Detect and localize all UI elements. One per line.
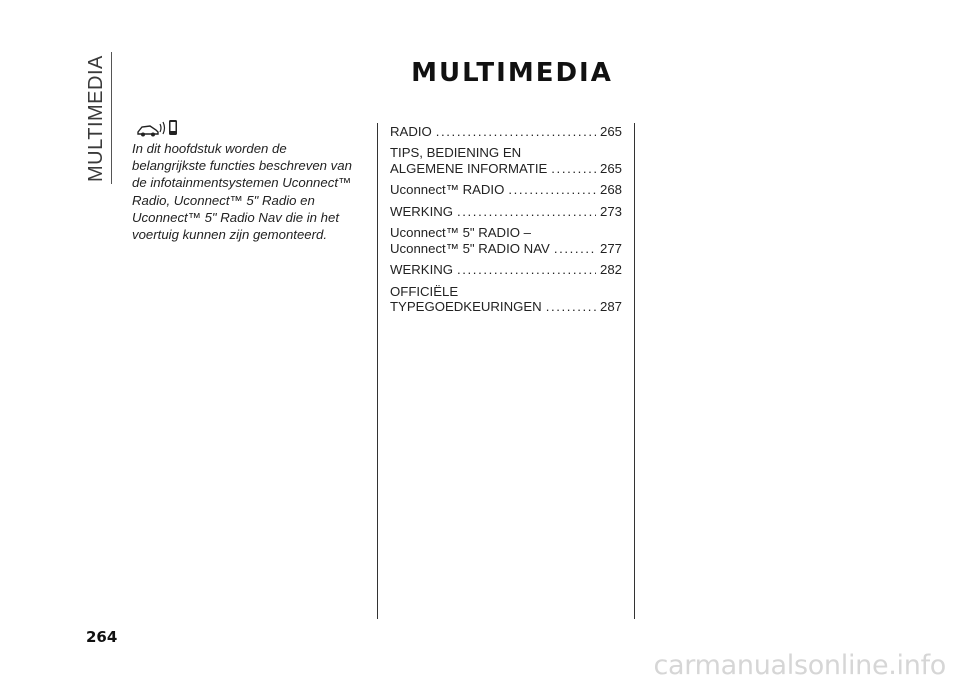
- toc-entry-label: WERKING: [390, 262, 454, 278]
- toc-entry[interactable]: [390, 145, 622, 176]
- toc-entry[interactable]: [390, 204, 622, 220]
- column-divider-left: [377, 123, 378, 619]
- side-tab-label: MULTIMEDIA: [85, 55, 107, 182]
- toc-entry-label-line: TIPS, BEDIENING EN: [390, 145, 522, 161]
- toc-page-number: 282: [599, 262, 622, 278]
- toc-leader-dots: [457, 262, 596, 278]
- column-divider-right: [634, 123, 635, 619]
- toc-leader-dots: [457, 204, 596, 220]
- side-tab-rule: [111, 52, 112, 184]
- toc-entry[interactable]: [390, 284, 622, 315]
- toc-entry[interactable]: [390, 124, 622, 140]
- toc-leader-dots: [508, 182, 596, 198]
- toc-entry[interactable]: [390, 225, 622, 256]
- chapter-title: MULTIMEDIA: [411, 58, 613, 88]
- toc-page-number: 287: [599, 299, 622, 315]
- toc-page-number: 265: [599, 160, 622, 176]
- car-with-phone-icon: [136, 118, 180, 138]
- table-of-contents: [390, 124, 622, 321]
- toc-entry[interactable]: [390, 182, 622, 198]
- toc-entry[interactable]: [390, 262, 622, 278]
- toc-entry-label: Uconnect™ 5" RADIO NAV: [390, 240, 550, 256]
- toc-page-number: 277: [599, 240, 622, 256]
- toc-entry-label-line: OFFICIËLE: [390, 283, 459, 299]
- toc-page-number: 273: [599, 203, 622, 219]
- toc-entry-label: TYPEGOEDKEURINGEN: [390, 299, 542, 315]
- toc-entry-label: Uconnect™ RADIO: [390, 182, 505, 198]
- toc-page-number: 268: [599, 182, 622, 198]
- toc-leader-dots: [436, 124, 596, 140]
- toc-entry-label: RADIO: [390, 124, 432, 139]
- watermark: carmanualsonline.info: [653, 650, 946, 681]
- page-number: 264: [86, 628, 118, 646]
- toc-entry-label: WERKING: [390, 203, 454, 219]
- toc-leader-dots: [551, 161, 596, 177]
- toc-page-number: 265: [599, 124, 622, 139]
- intro-text: In dit hoofdstuk worden de belangrijkste functies beschreven van de infotainmentsystemen Uconnect™ Radio, Uconnect™ 5" Radio en Uconnect™ 5" Radio Nav die in het voertuig kunnen zijn gemonteerd.: [132, 141, 352, 243]
- toc-entry-label-line: Uconnect™ 5" RADIO –: [390, 225, 532, 241]
- toc-entry-label: ALGEMENE INFORMATIE: [390, 160, 548, 176]
- toc-leader-dots: [554, 241, 596, 257]
- toc-leader-dots: [546, 299, 596, 315]
